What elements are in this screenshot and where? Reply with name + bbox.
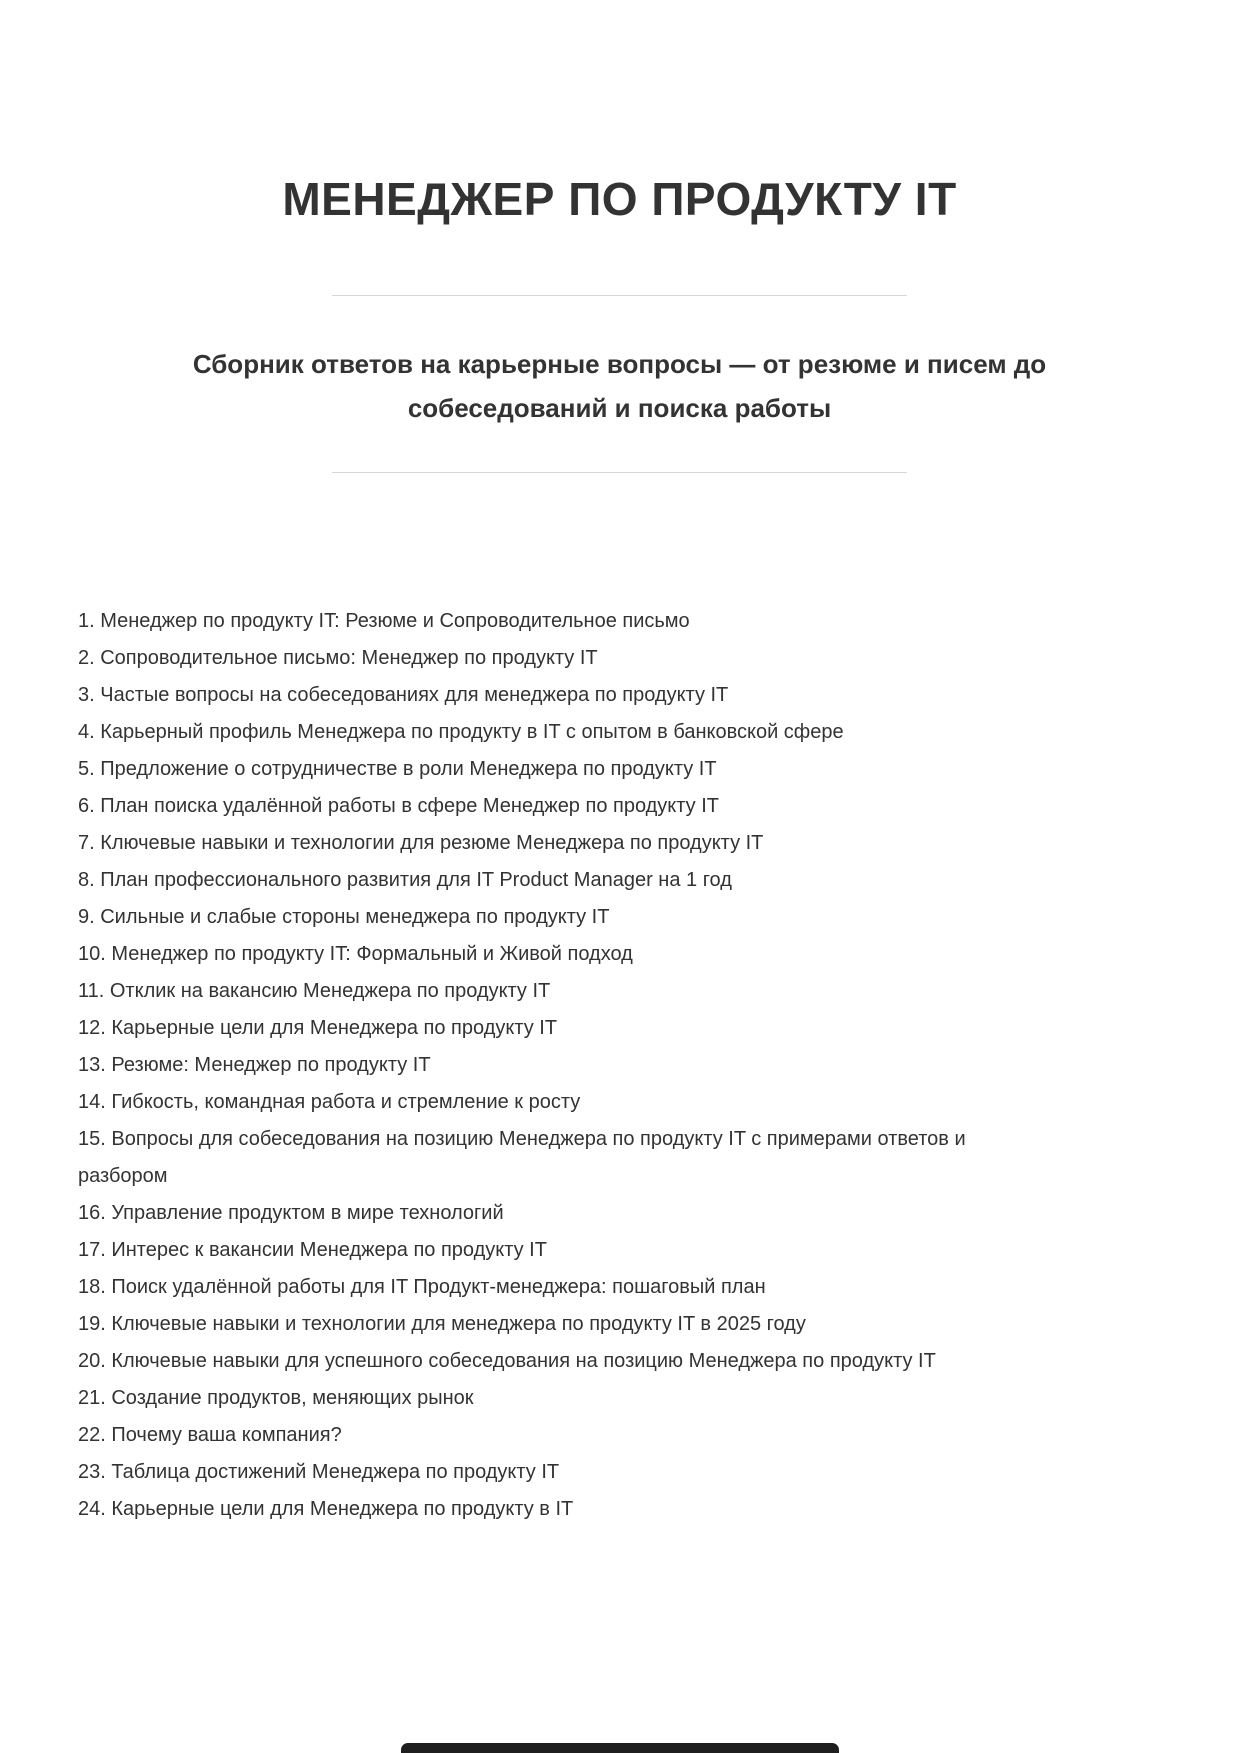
toc-item: 6. План поиска удалённой работы в сфере Менеджер по продукту IT (78, 795, 719, 818)
toc-item: 20. Ключевые навыки для успешного собеседования на позицию Менеджера по продукту IT (78, 1350, 936, 1373)
toc-item: 2. Сопроводительное письмо: Менеджер по продукту IT (78, 647, 598, 670)
toc-item: 22. Почему ваша компания? (78, 1424, 342, 1447)
toc-item: 5. Предложение о сотрудничестве в роли Менеджера по продукту IT (78, 758, 717, 781)
divider-bottom (332, 472, 907, 473)
toc-item: 3. Частые вопросы на собеседованиях для менеджера по продукту IT (78, 684, 729, 707)
toc-item: 19. Ключевые навыки и технологии для менеджера по продукту IT в 2025 году (78, 1313, 806, 1336)
page-subtitle: Сборник ответов на карьерные вопросы — от резюме и писем до собеседований и поиска работы (192, 349, 1047, 424)
toc-item: 21. Создание продуктов, меняющих рынок (78, 1387, 474, 1410)
toc-item: 15. Вопросы для собеседования на позицию Менеджера по продукту IT с примерами ответов и разбором (78, 1128, 966, 1188)
toc-item: 10. Менеджер по продукту IT: Формальный и Живой подход (78, 943, 633, 966)
toc-item: 13. Резюме: Менеджер по продукту IT (78, 1054, 431, 1077)
toc-item: 16. Управление продуктом в мире технологий (78, 1202, 504, 1225)
toc-list (78, 603, 1040, 1528)
toc-item: 14. Гибкость, командная работа и стремление к росту (78, 1091, 581, 1114)
toc-item: 18. Поиск удалённой работы для IT Продукт-менеджера: пошаговый план (78, 1276, 766, 1299)
page-title: МЕНЕДЖЕР ПО ПРОДУКТУ IT (282, 173, 957, 225)
toc-item: 4. Карьерный профиль Менеджера по продукту в IT с опытом в банковской сфере (78, 721, 844, 744)
toc-item: 11. Отклик на вакансию Менеджера по продукту IT (78, 980, 551, 1003)
bottom-bar-fragment (401, 1743, 839, 1753)
toc-item: 9. Сильные и слабые стороны менеджера по продукту IT (78, 906, 610, 929)
divider-top (332, 295, 907, 296)
toc-item: 12. Карьерные цели для Менеджера по продукту IT (78, 1017, 558, 1040)
toc-item: 1. Менеджер по продукту IT: Резюме и Сопроводительное письмо (78, 610, 690, 633)
toc-item: 8. План профессионального развития для IT Product Manager на 1 год (78, 869, 732, 892)
toc-item: 17. Интерес к вакансии Менеджера по продукту IT (78, 1239, 547, 1262)
toc-item: 24. Карьерные цели для Менеджера по продукту в IT (78, 1498, 574, 1521)
toc-item: 23. Таблица достижений Менеджера по продукту IT (78, 1461, 560, 1484)
toc-item: 7. Ключевые навыки и технологии для резюме Менеджера по продукту IT (78, 832, 764, 855)
